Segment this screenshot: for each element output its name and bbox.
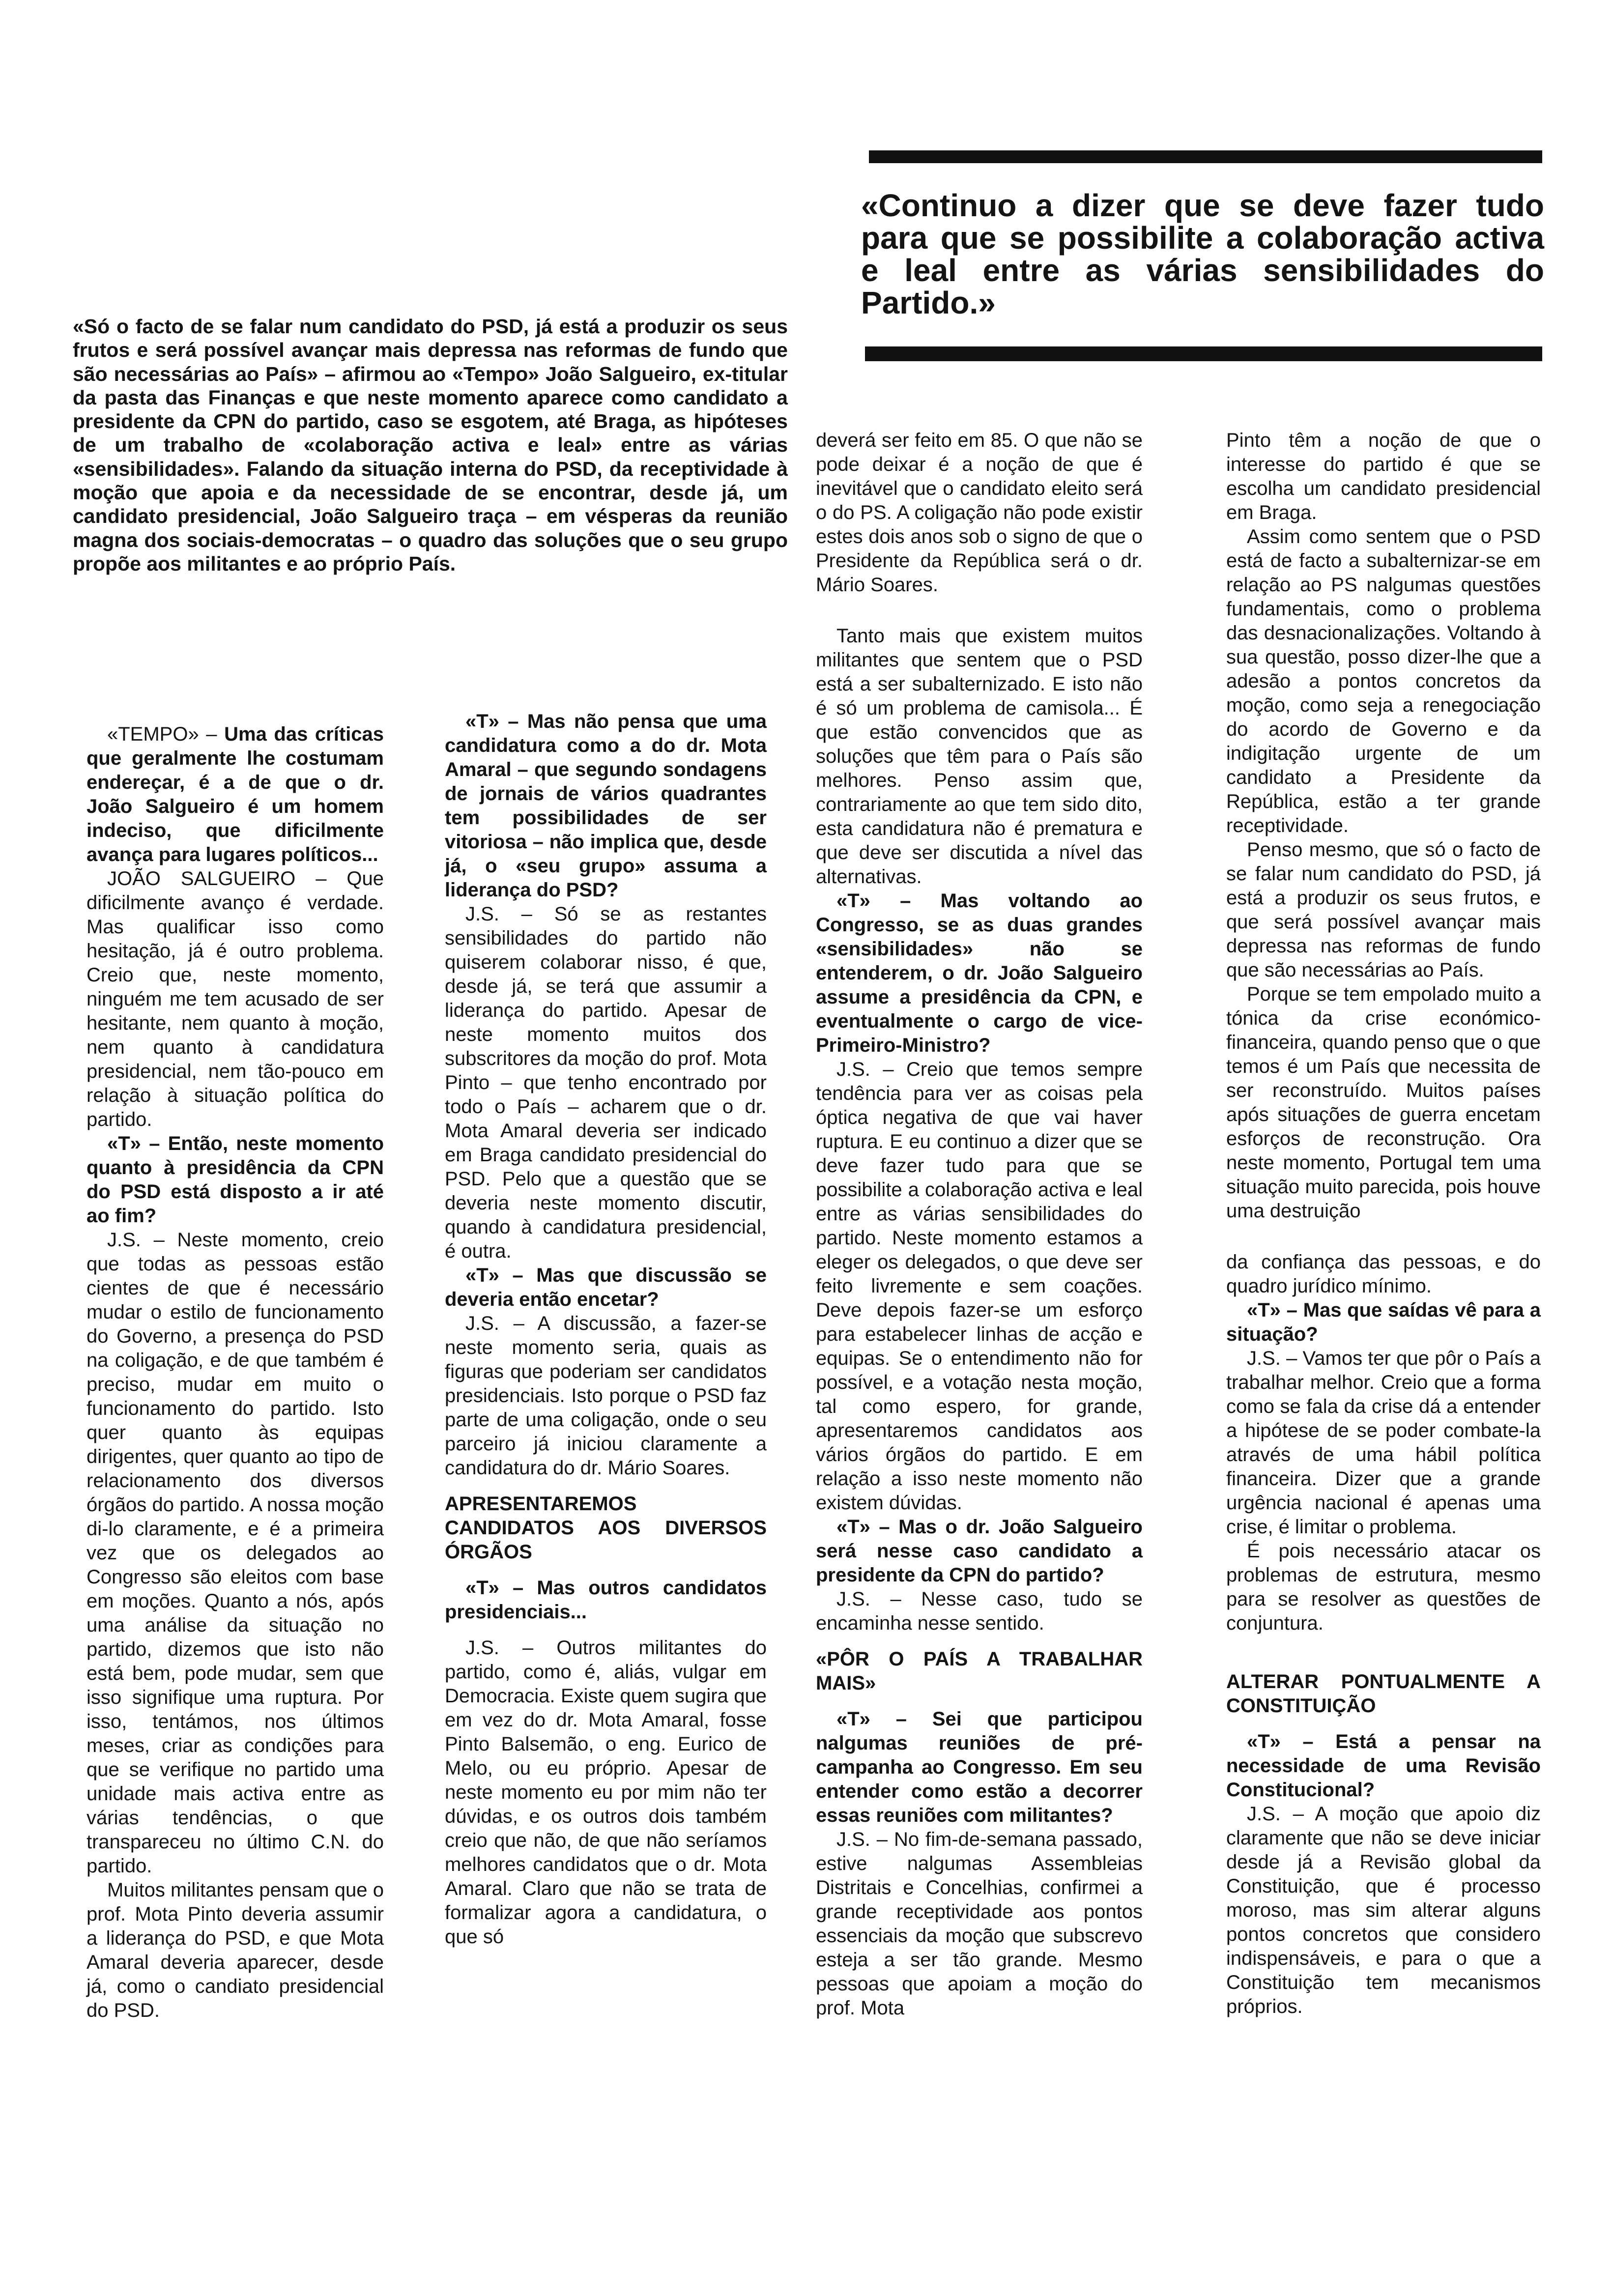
question-9: «T» – Mas que saídas vê para a situação? <box>1226 1299 1541 1345</box>
subheading-constitution: ALTERAR PONTUALMENTE A CONSTITUIÇÃO <box>1226 1671 1541 1717</box>
spacer <box>1226 1718 1541 1730</box>
answer-paragraph: J.S. – Outros militantes do partido, como é, aliás, vulgar em Democracia. Existe quem sugira que em vez do dr. Mota Amaral, fosse Pinto Balsemão, o eng. Eurico de Melo, ou eu próprio. Apesar de neste momento eu por mim não ter dúvidas, e os outros dois também creio que não, de que não seríamos melhores candidatos que o dr. Mota Amaral. Claro que não se trata de formalizar agora a candidatura, o que só <box>445 1637 767 1948</box>
spacer <box>1226 1636 1541 1670</box>
question-7: «T» – Mas o dr. João Salgueiro será nesse caso candidato a presidente da CPN do partido? <box>816 1516 1143 1586</box>
spacer <box>445 1624 767 1636</box>
body-paragraph: deverá ser feito em 85. O que não se pode deixar é a noção de que é inevitável que o candidato eleito será o do PS. A coligação não pode existir estes dois anos sob o signo de que o Presidente da República será o dr. Mário Soares. <box>816 430 1143 596</box>
answer-paragraph: J.S. – No fim-de-semana passado, estive nalgumas Assembleias Distritais e Concelhias, confirmei a grande receptividade aos pontos essenciais da moção que subscrevo esteja a ser tão grande. Mesmo pessoas que apoiam a moção do prof. Mota <box>816 1829 1143 2019</box>
body-paragraph: Penso mesmo, que só o facto de se falar num candidato do PSD, já está a produzir os seus frutos, e que será possível avançar mais depressa nas reformas de fundo que são necessárias ao País. <box>1226 839 1541 981</box>
answer-paragraph: J.S. – Só se as restantes sensibilidades do partido não quiserem colaborar nisso, é que, desde já, se terá que assumir a liderança do partido. Apesar de neste momento muitos dos subscritores da moção do prof. Mota Pinto – que tenho encontrado por todo o País – acharem que o dr. Mota Amaral deveria ser indicado em Braga candidato presidencial do PSD. Pelo que a questão que se deveria neste momento discutir, quando à candidatura presidencial, é outra. <box>445 903 767 1262</box>
question-3: «T» – Mas não pensa que uma candidatura como a do dr. Mota Amaral – que segundo sondagens de jornais de vários quadrantes tem possibilidades de ser vitoriosa – não implica que, desde já, o «seu grupo» assuma a liderança do PSD? <box>445 711 767 901</box>
article-lead: «Só o facto de se falar num candidato do PSD, já está a produzir os seus frutos e será possível avançar mais depressa nas reformas de fundo que são necessárias ao País» – afirmou ao «Tempo» João Salgueiro, ex-titular da pasta das Finanças e que neste momento aparece como candidato a presidente da CPN do partido, caso se esgotem, até Braga, as hipóteses de um trabalho de «colaboração activa e leal» entre as várias «sensibilidades». Falando da situação interna do PSD, da receptividade à moção que apoia e da necessidade de se encontrar, desde já, um candidato presidencial, João Salgueiro traça – em vésperas da reunião magna dos sociais-democratas – o quadro das soluções que o seu grupo propõe aos militantes e ao próprio País. <box>73 315 788 575</box>
question-text: Uma das críticas que geralmente lhe costumam endereçar, é a de que o dr. João Salgueiro é um homem indeciso, que dificilmente avança para lugares políticos... <box>86 723 384 865</box>
answer-paragraph: J.S. – Creio que temos sempre tendência para ver as coisas pela óptica negativa de que vai haver ruptura. E eu continuo a dizer que se deve fazer tudo para que se possibilite a colaboração activa e leal entre as várias sensibilidades do partido. Neste momento estamos a eleger os delegados, o que deve ser feito livremente e sem coações. Deve depois fazer-se um esforço para estabelecer linhas de acção e equipas. Se o entendimento não for possível, e a votação nesta moção, tal como espero, for grande, apresentaremos candidatos aos vários órgãos do partido. E em relação a isso neste momento não existem dúvidas. <box>816 1059 1143 1514</box>
spacer <box>1226 1223 1541 1250</box>
question-2: «T» – Então, neste momento quanto à presidência da CPN do PSD está disposto a ir até ao fim? <box>86 1133 384 1227</box>
question-4: «T» – Mas que discussão se deveria então encetar? <box>445 1264 767 1310</box>
spacer <box>816 597 1143 624</box>
column-1 <box>86 722 384 2023</box>
answer-paragraph: J.S. – Vamos ter que pôr o País a trabalhar melhor. Creio que a forma como se fala da crise dá a entender a hipótese de se poder combate-la através de uma hábil política financeira. Dizer que a grande urgência nacional é apenas uma crise, é limitar o problema. <box>1226 1348 1541 1538</box>
spacer <box>816 1695 1143 1707</box>
body-paragraph: Tanto mais que existem muitos militantes que sentem que o PSD está a ser subalternizado. E isto não é só um problema de camisola... É que estão convencidos que as soluções que têm para o País são melhores. Penso assim que, contrariamente ao que tem sido dito, esta candidatura não é prematura e que deve ser discutida a nível das alternativas. <box>816 625 1143 888</box>
spacer <box>816 1636 1143 1647</box>
interviewer-label: «TEMPO» – <box>107 723 225 745</box>
body-paragraph: É pois necessário atacar os problemas de estrutura, mesmo para se resolver as questões de conjuntura. <box>1226 1540 1541 1634</box>
pull-quote: «Continuo a dizer que se deve fazer tudo para que se possibilite a colaboração activa e leal entre as várias sensibilidades do Partido.» <box>861 188 1544 320</box>
question-8: «T» – Sei que participou nalgumas reuniões de pré-campanha ao Congresso. Em seu entender como estão a decorrer essas reuniões com militantes? <box>816 1708 1143 1826</box>
spacer <box>445 1480 767 1492</box>
body-paragraph: Muitos militantes pensam que o prof. Mota Pinto deveria assumir a liderança do PSD, e que Mota Amaral deveria aparecer, desde já, como o candiato presidencial do PSD. <box>86 1879 384 2021</box>
column-3 <box>816 429 1143 2020</box>
question-1 <box>86 722 384 867</box>
subheading-candidates: APRESENTAREMOS CANDIDATOS AOS DIVERSOS ÓRGÃOS <box>445 1493 767 1563</box>
subheading-country: «PÔR O PAÍS A TRABALHAR MAIS» <box>816 1648 1143 1694</box>
answer-paragraph: J.S. – A discussão, a fazer-se neste momento seria, quais as figuras que poderiam ser candidatos presidenciais. Isto porque o PSD faz parte de uma coligação, onde o seu parceiro já iniciou claramente a candidatura do dr. Mário Soares. <box>445 1313 767 1479</box>
answer-paragraph: J.S. – Nesse caso, tudo se encaminha nesse sentido. <box>816 1588 1143 1634</box>
spacer <box>445 1564 767 1576</box>
question-5: «T» – Mas outros candidatos presidenciais... <box>445 1577 767 1623</box>
column-4 <box>1226 429 1541 2019</box>
answer-paragraph: JOÃO SALGUEIRO – Que dificilmente avanço é verdade. Mas qualificar isso como hesitação, já é outro problema. Creio que, neste momento, ninguém me tem acusado de ser hesitante, nem quanto à moção, nem quanto à candidatura presidencial, nem tão-pouco em relação à situação política do partido. <box>86 868 384 1130</box>
column-2 <box>445 710 767 1949</box>
question-10: «T» – Está a pensar na necessidade de uma Revisão Constitucional? <box>1226 1731 1541 1801</box>
answer-paragraph: J.S. – Neste momento, creio que todas as pessoas estão cientes de que é necessário mudar o estilo de funcionamento do Governo, a presença do PSD na coligação, e de que também é preciso, mudar em muito o funcionamento do partido. Isto quer quanto às equipas dirigentes, quer quanto ao tipo de relacionamento dos diversos órgãos do partido. A nossa moção di-lo claramente, e é a primeira vez que os delegados ao Congresso são eleitos com base em moções. Quanto a nós, após uma análise da situação no partido, dizemos que isto não está bem, pode mudar, sem que isso signifique uma ruptura. Por isso, tentámos, nos últimos meses, criar as condições para que se verifique no partido uma unidade mais activa entre as várias tendências, o que transpareceu no último C.N. do partido. <box>86 1229 384 1877</box>
body-paragraph: da confiança das pessoas, e do quadro jurídico mínimo. <box>1226 1251 1541 1297</box>
pullquote-top-rule <box>869 150 1542 163</box>
body-paragraph: Assim como sentem que o PSD está de facto a subalternizar-se em relação ao PS nalgumas questões fundamentais, como o problema das desnacionalizações. Voltando à sua questão, posso dizer-lhe que a adesão a pontos concretos da moção, como seja a renegociação do acordo de Governo e da indigitação urgente de um candidato a Presidente da República, estão a ter grande receptividade. <box>1226 526 1541 836</box>
pullquote-bottom-rule <box>865 346 1542 361</box>
question-6: «T» – Mas voltando ao Congresso, se as duas grandes «sensibilidades» não se entenderem, o dr. João Salgueiro assume a presidência da CPN, e eventualmente o cargo de vice-Primeiro-Ministro? <box>816 890 1143 1056</box>
body-paragraph: Pinto têm a noção de que o interesse do partido é que se escolha um candidato presidencial em Braga. <box>1226 430 1541 523</box>
body-paragraph: Porque se tem empolado muito a tónica da crise económico-financeira, quando penso que o que temos é um País que necessita de ser reconstruído. Muitos países após situações de guerra encetam esforços de reconstrução. Ora neste momento, Portugal tem uma situação muito parecida, pois houve uma destruição <box>1226 983 1541 1222</box>
answer-paragraph: J.S. – A moção que apoio diz claramente que não se deve iniciar desde já a Revisão global da Constituição, que é processo moroso, mas sim alterar alguns pontos concretos que considero indispensáveis, e para o que a Constituição tem mecanismos próprios. <box>1226 1803 1541 2017</box>
